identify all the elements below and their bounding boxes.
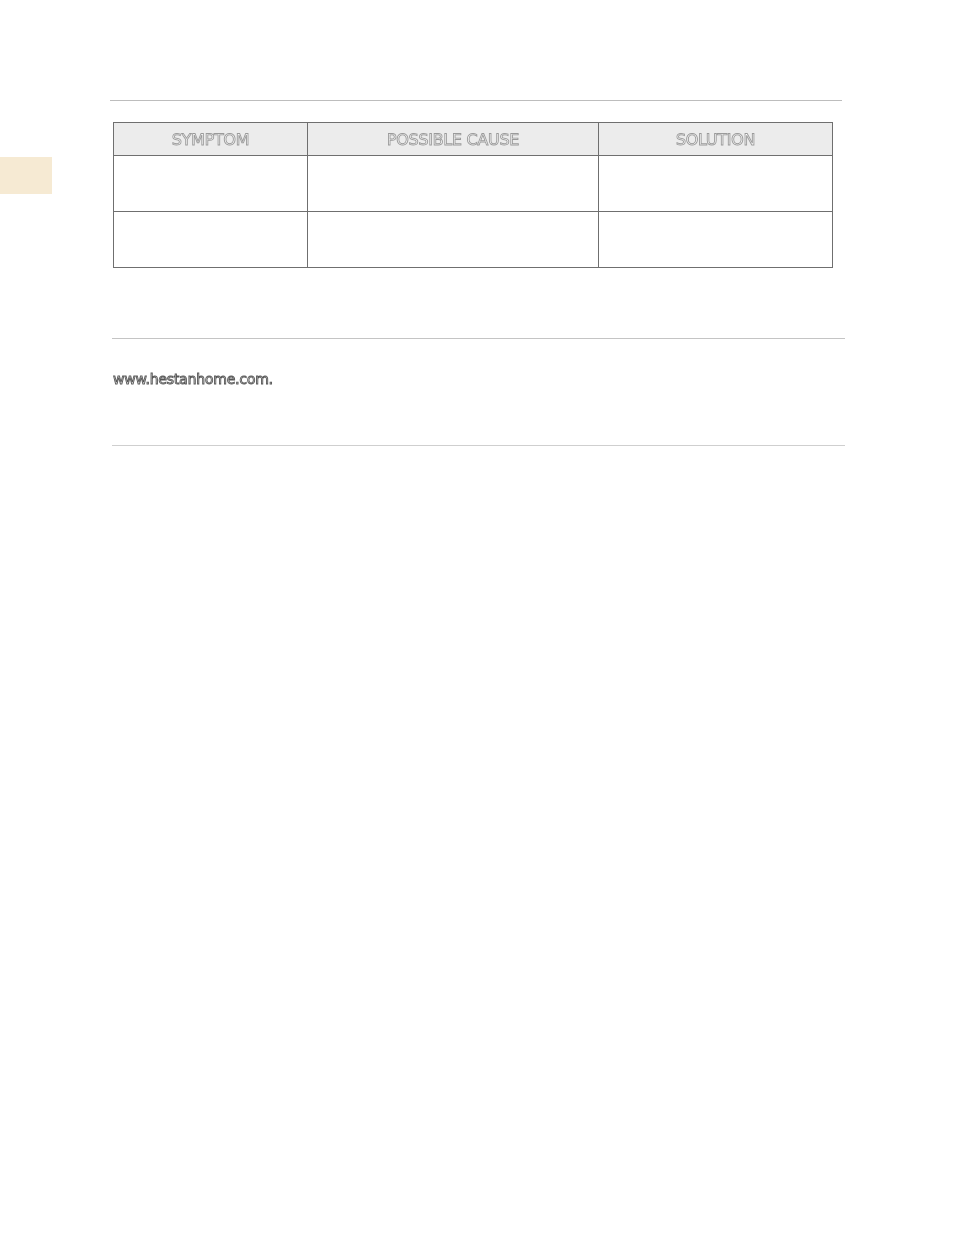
cell-possible-cause (308, 156, 599, 212)
middle-divider (112, 338, 845, 339)
table-row (114, 212, 833, 268)
section-side-tab (0, 157, 52, 194)
cell-possible-cause (308, 212, 599, 268)
header-symptom: SYMPTOM (114, 123, 308, 156)
cell-symptom (114, 212, 308, 268)
table-row (114, 156, 833, 212)
cell-symptom (114, 156, 308, 212)
website-link[interactable]: www.hestanhome.com. (113, 372, 273, 388)
table-header-row (114, 123, 833, 156)
cell-solution (599, 212, 833, 268)
header-possible-cause: POSSIBLE CAUSE (308, 123, 599, 156)
top-divider (110, 100, 842, 101)
header-solution: SOLUTION (599, 123, 833, 156)
troubleshooting-table (113, 122, 833, 268)
cell-solution (599, 156, 833, 212)
bottom-divider (112, 445, 845, 446)
